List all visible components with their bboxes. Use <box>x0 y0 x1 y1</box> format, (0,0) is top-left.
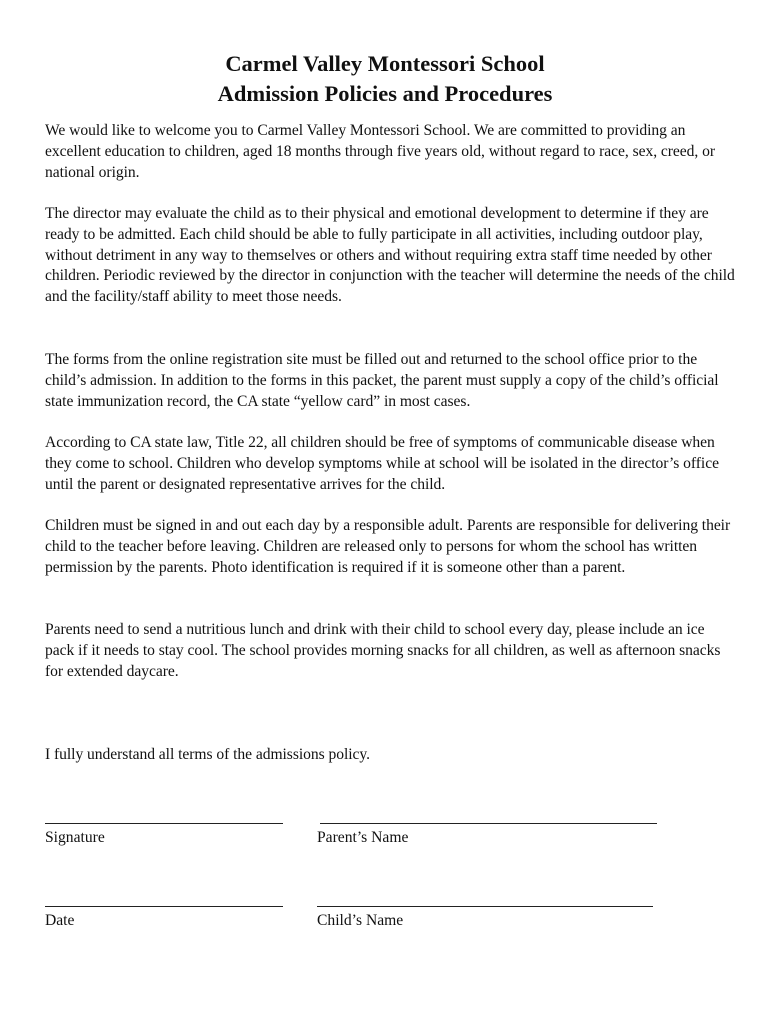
lunch-paragraph: Parents need to send a nutritious lunch and drink with their child to school every day, please include an ice pack if it needs to stay cool. The school provides morning snacks for all children, as well as afternoon snacks for extended daycare. <box>45 621 721 680</box>
evaluation-paragraph: The director may evaluate the child as to their physical and emotional development to determine if they are ready to be admitted. Each child should be able to fully participate in all activities, including outdoor play, without detriment in any way to themselves or others and without requiring extra staff time needed by other children. Periodic reviewed by the director in conjunction with the teacher will determine the needs of the child and the facility/staff ability to meet those needs. <box>45 205 735 306</box>
date-line[interactable] <box>45 906 283 907</box>
parents-name-line[interactable] <box>320 823 657 824</box>
welcome-paragraph: We would like to welcome you to Carmel Valley Montessori School. We are committed to providing an excellent education to children, aged 18 months through five years old, without regard to race, sex, creed, or national origin. <box>45 122 715 181</box>
signature-label: Signature <box>45 829 105 846</box>
school-name-title: Carmel Valley Montessori School <box>225 51 545 76</box>
date-label: Date <box>45 912 75 929</box>
sign-in-out-paragraph: Children must be signed in and out each day by a responsible adult. Parents are responsible for delivering their child to the teacher before leaving. Children are released only to persons for whom the school has written permission by the parents. Photo identification is required if it is someone other than a parent. <box>45 517 731 576</box>
forms-paragraph: The forms from the online registration site must be filled out and returned to the school office prior to the child’s admission. In addition to the forms in this packet, the parent must supply a copy of the child’s official state immunization record, the CA state “yellow card” in most cases. <box>45 351 719 410</box>
childs-name-line[interactable] <box>317 906 653 907</box>
acknowledgement-statement: I fully understand all terms of the admissions policy. <box>45 746 370 763</box>
childs-name-label: Child’s Name <box>317 912 404 929</box>
health-paragraph: According to CA state law, Title 22, all children should be free of symptoms of communicable disease when they come to school. Children who develop symptoms while at school will be isolated in the director’s office until the parent or designated representative arrives for the child. <box>45 434 719 493</box>
signature-line[interactable] <box>45 823 283 824</box>
parents-name-label: Parent’s Name <box>317 829 409 846</box>
policy-title: Admission Policies and Procedures <box>217 81 553 106</box>
